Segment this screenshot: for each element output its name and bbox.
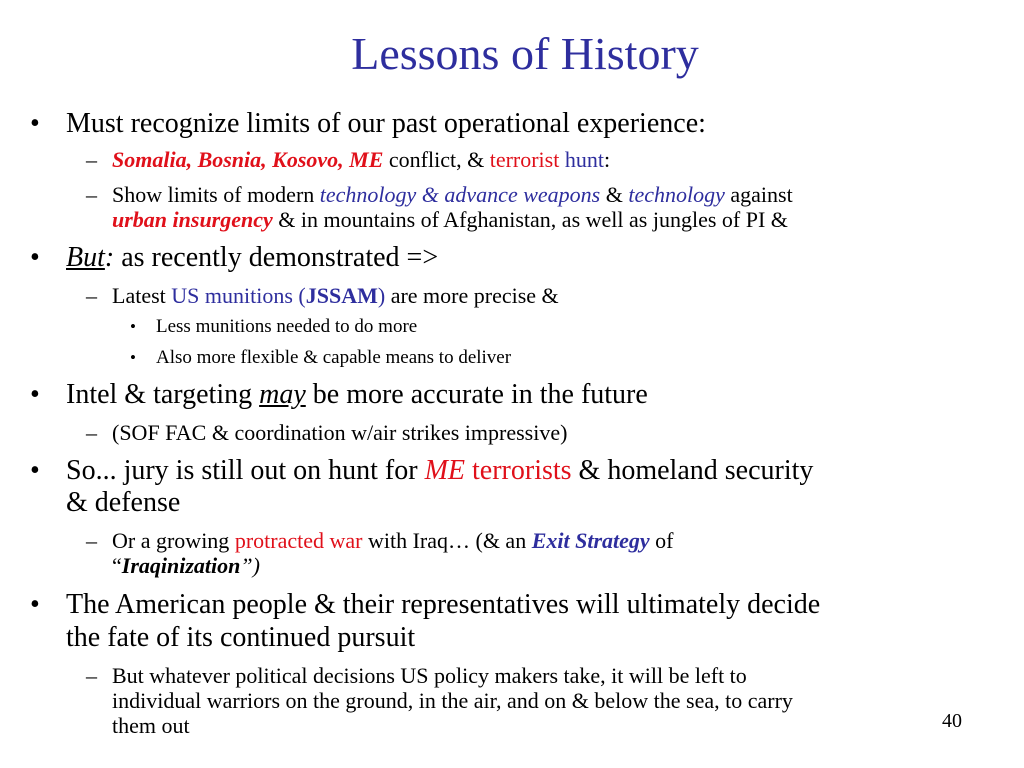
bullet-1-sub-1: Somalia, Bosnia, Kosovo, ME conflict, & terrorist hunt: [112, 147, 611, 172]
sub-bullet-dash: – [86, 147, 97, 172]
page-number: 40 [942, 710, 962, 732]
bullet-5-sub-1-line-2: individual warriors on the ground, in the air, and on & below the sea, to carry [112, 688, 793, 713]
bullet-5-sub-1-line-1: But whatever political decisions US policy makers take, it will be left to [112, 663, 747, 688]
bullet-1-text: Must recognize limits of our past operational experience: [66, 108, 706, 139]
bullet-2-sub-1-item-1: Less munitions needed to do more [156, 316, 418, 337]
bullet-3-sub-1: (SOF FAC & coordination w/air strikes impressive) [112, 420, 568, 445]
bullet-2-text: But: as recently demonstrated => [66, 242, 439, 273]
sub-bullet-dash: – [86, 182, 97, 207]
bullet-5-line-1: The American people & their representatives will ultimately decide [66, 589, 821, 620]
bullet-dot: • [30, 242, 40, 273]
bullet-5-sub-1-line-3: them out [112, 713, 190, 738]
bullet-dot: • [30, 379, 40, 410]
slide-title: Lessons of History [351, 28, 699, 79]
sub-bullet-dash: – [86, 283, 97, 308]
sub-bullet-dash: – [86, 663, 97, 688]
bullet-4-line-2: & defense [66, 487, 181, 518]
bullet-1-sub-2-line-1: Show limits of modern technology & advance weapons & technology against [112, 182, 793, 207]
bullet-4-line-1: So... jury is still out on hunt for ME terrorists & homeland security [66, 455, 814, 486]
bullet-dot: • [30, 455, 40, 486]
bullet-dot: • [30, 108, 40, 139]
bullet-2-sub-1-item-2: Also more flexible & capable means to deliver [156, 347, 512, 368]
bullet-1-sub-2-line-2: urban insurgency & in mountains of Afghanistan, as well as jungles of PI & [112, 207, 788, 232]
bullet-5-line-2: the fate of its continued pursuit [66, 622, 416, 653]
sub-sub-bullet-dot: • [130, 348, 136, 367]
bullet-3-text: Intel & targeting may be more accurate in the future [66, 379, 648, 410]
bullet-4-sub-1-line-2: “Iraqinization”) [112, 553, 260, 578]
sub-bullet-dash: – [86, 420, 97, 445]
sub-bullet-dash: – [86, 528, 97, 553]
sub-sub-bullet-dot: • [130, 317, 136, 336]
bullet-2-sub-1: Latest US munitions (JSSAM) are more precise & [112, 283, 559, 308]
bullet-4-sub-1-line-1: Or a growing protracted war with Iraq… (& an Exit Strategy of [112, 528, 674, 553]
bullet-dot: • [30, 589, 40, 620]
